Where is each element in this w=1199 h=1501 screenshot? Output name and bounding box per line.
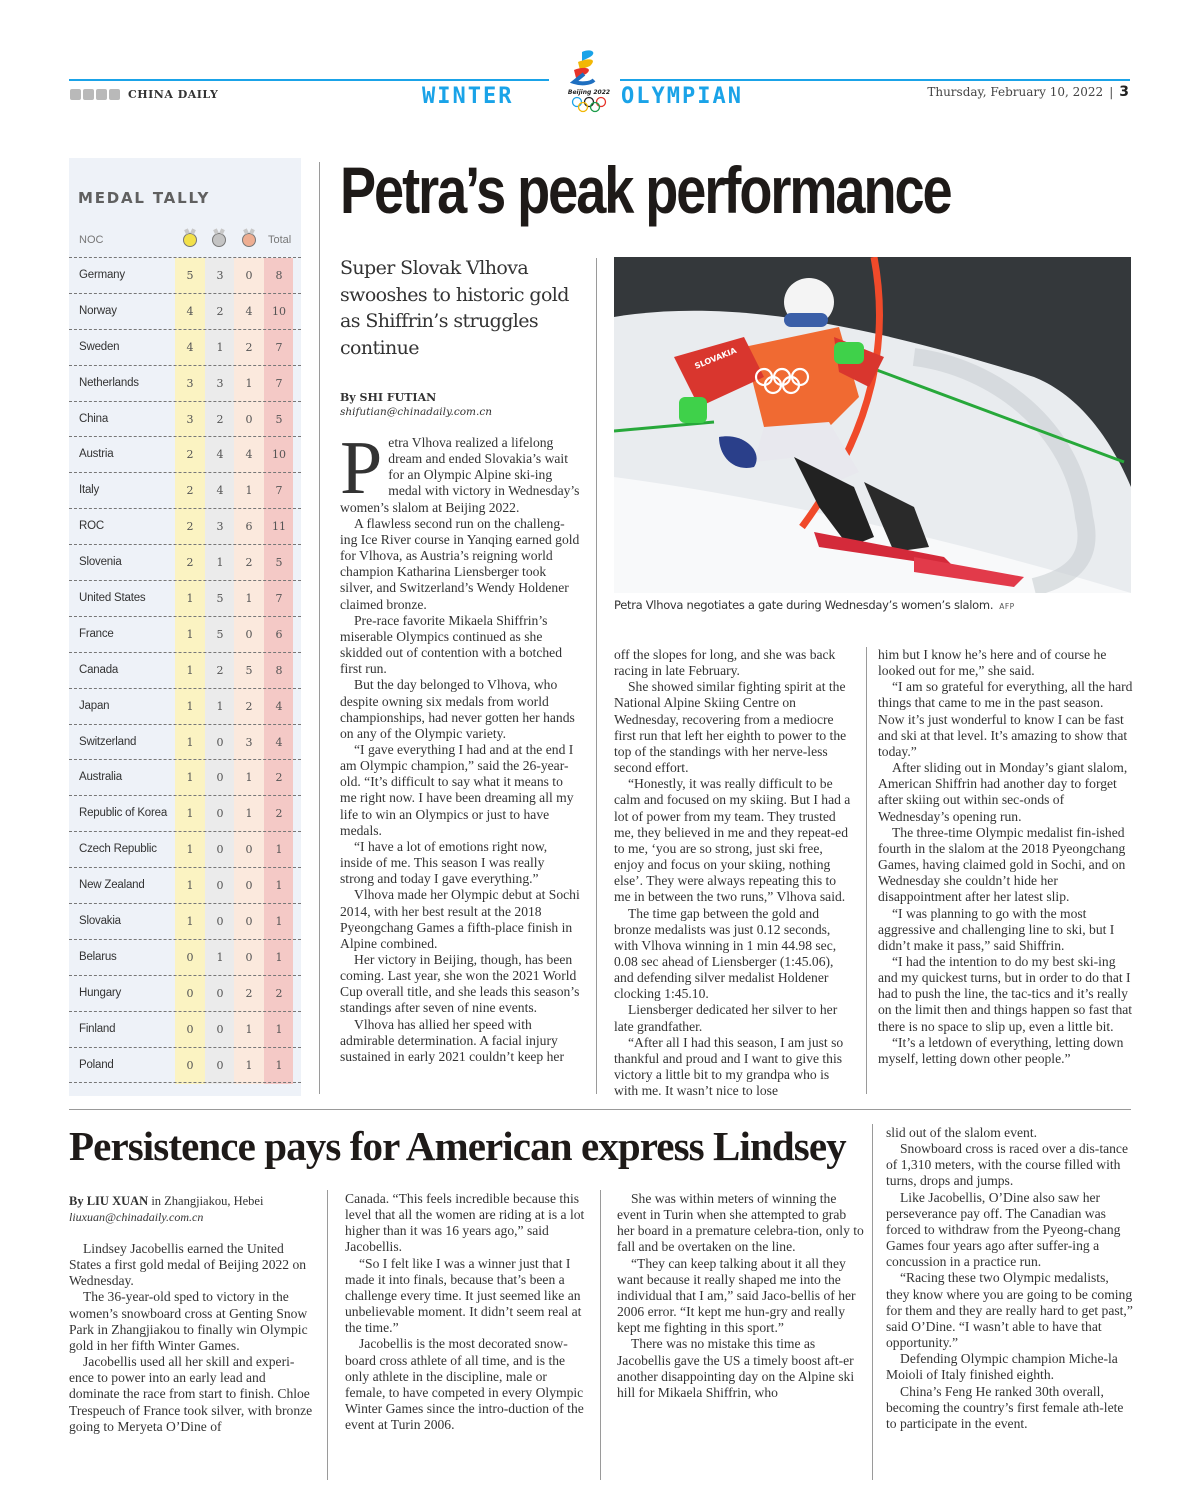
lead-paragraph [340, 426, 580, 516]
total-count: 1 [275, 950, 283, 964]
silver-count: 1 [216, 340, 224, 354]
gold-count: 1 [186, 879, 194, 893]
total-count: 8 [275, 269, 283, 282]
story-divider [69, 1109, 1131, 1110]
continued-paragraph: him but I know he’s here and of course he looked out for me,” she said. [878, 647, 1107, 679]
silver-count: 0 [216, 1022, 224, 1036]
medal-tally-row [69, 796, 301, 832]
separator: | [1109, 85, 1114, 99]
medal-tally-row [69, 689, 301, 725]
silver-count: 0 [216, 915, 224, 929]
paragraph: “After all I had this season, I am just so thankful and proud and I want to give this victory a little bit to my grandpa who is with me. It wasn’t nice to lose [614, 1034, 844, 1099]
bronze-count: 2 [245, 986, 253, 1000]
medal-tally-row [69, 868, 301, 904]
total-count: 7 [275, 376, 283, 390]
country-name: France [79, 627, 114, 640]
medal-tally-row [69, 617, 301, 653]
paragraph: Vlhova made her Olympic debut at Sochi 2014, with her best result at the 2018 Pyeongchang Games a fifth-place finish in Alpine combined. [340, 887, 580, 951]
country-name: Hungary [79, 986, 122, 999]
second-story-column-4 [886, 1125, 1134, 1432]
country-name: Republic of Korea [79, 807, 168, 820]
silver-count: 4 [216, 448, 224, 462]
bronze-count: 0 [245, 915, 253, 929]
silver-count: 5 [216, 592, 224, 606]
paragraph: The 36-year-old sped to victory in the women’s snowboard cross at Genting Snow Park in Zhangjiakou to finally win Olympic gold in her fifth Winter Games. [69, 1289, 308, 1353]
paragraph: China’s Feng He ranked 30th overall, becoming the country’s first female ath-lete to participate in the event. [886, 1383, 1124, 1431]
medal-tally-row [69, 545, 301, 581]
paragraph: Like Jacobellis, O’Dine also saw her perseverance pay off. The Canadian was forced to withdraw from the Pyeong-chang Games four years ago after suffer-ing a concussion in a practice run. [886, 1189, 1121, 1270]
gold-count: 3 [186, 376, 194, 390]
medal-tally-row [69, 653, 301, 689]
gold-count: 0 [186, 986, 194, 1000]
column-rule [866, 647, 867, 1094]
gold-count: 1 [186, 843, 194, 857]
second-byline-name: By LIU XUAN [69, 1194, 149, 1208]
country-name: Poland [79, 1058, 114, 1071]
country-name: Netherlands [79, 376, 139, 389]
bronze-count: 1 [245, 484, 253, 498]
continued-paragraph: off the slopes for long, and she was back racing in late February. [614, 647, 836, 679]
gold-count: 1 [186, 807, 194, 821]
gold-count: 1 [186, 627, 194, 641]
paragraph: “Racing these two Olympic medalists, they know where you are going to be coming for them and they are really hard to get past,” said O’Dine. “I wasn’t able to have that opportunity.” [886, 1270, 1133, 1351]
silver-count: 0 [216, 879, 224, 893]
gold-count: 1 [186, 699, 194, 713]
medal-tally-row [69, 760, 301, 796]
paragraph: Lindsey Jacobellis earned the United States a first gold medal of Beijing 2022 on Wednesday. [69, 1241, 307, 1289]
silver-count: 5 [216, 627, 224, 641]
silver-count: 2 [216, 304, 224, 318]
total-count: 7 [275, 484, 283, 498]
silver-count: 0 [216, 771, 224, 785]
total-count: 2 [275, 807, 283, 821]
china-daily-chinese-logo-icon [70, 89, 120, 100]
country-name: Switzerland [79, 735, 137, 748]
bronze-count: 1 [245, 807, 253, 821]
country-name: Japan [79, 699, 110, 712]
medal-tally-panel [69, 158, 301, 1096]
paragraph: But the day belonged to Vlhova, who despite owning six medals from world championships, had never gotten her hands on any of the Olympic variety. [340, 677, 575, 741]
main-author-email[interactable]: shifutian@chinadaily.com.cn [340, 406, 492, 418]
medal-tally-row [69, 940, 301, 976]
page-number: 3 [1119, 84, 1129, 100]
paragraph: Pre-race favorite Mikaela Shiffrin’s miserable Olympics continued as she skidded out of contention with a botched first run. [340, 612, 562, 677]
main-deck: Super Slovak Vlhova swooshes to historic gold as Shiffrin’s struggles continue [340, 257, 569, 359]
medal-tally-row [69, 402, 301, 438]
bronze-count: 6 [245, 520, 253, 534]
gold-count: 2 [186, 556, 194, 570]
country-name: United States [79, 592, 146, 605]
emblem-text: Beijing 2022 [567, 89, 611, 96]
total-count: 2 [275, 986, 283, 1000]
section-title-olympian: OLYMPIAN [621, 84, 743, 109]
medal-tally-row [69, 366, 301, 402]
gold-count: 4 [186, 340, 194, 354]
section-title-winter: WINTER [422, 84, 514, 109]
paragraph: The time gap between the gold and bronze medalists was just 0.12 seconds, with Vlhova winning in 1 min 44.98 sec, 0.08 sec ahead of Liensberger (1:45.06), and defending silver medalist Holdener clocking 1:45.10. [614, 905, 837, 1002]
medal-tally-row [69, 725, 301, 761]
bronze-count: 0 [245, 950, 253, 964]
paragraph: Snowboard cross is raced over a dis-tance of 1,310 meters, with the course filled with turns, drops and jumps. [886, 1141, 1128, 1189]
masthead-rule-right [620, 79, 1130, 81]
gold-count: 3 [186, 412, 194, 426]
bronze-count: 0 [245, 843, 253, 857]
continued-paragraph: Canada. “This feels incredible because this level that all the women are riding at is a lot higher than it was 16 years ago,” said Jacobellis. [345, 1191, 585, 1255]
bronze-count: 2 [245, 699, 253, 713]
medal-tally-header [69, 228, 301, 258]
medal-tally-row [69, 976, 301, 1012]
country-name: Czech Republic [79, 843, 157, 856]
second-story-column-2 [345, 1191, 590, 1433]
medal-tally-row [69, 1012, 301, 1048]
paragraph: Her victory in Beijing, though, has been coming. Last year, she won the 2021 World Cup overall title, and she leads this season’s standings after seven of nine events. [340, 952, 580, 1016]
bronze-count: 1 [245, 771, 253, 785]
medal-tally-row [69, 294, 301, 330]
total-count: 1 [275, 843, 283, 857]
publication-name: CHINA DAILY [128, 88, 219, 101]
medal-tally-row [69, 904, 301, 940]
masthead-rule-left [69, 79, 549, 81]
gold-count: 0 [186, 1058, 194, 1072]
lead-text: etra Vlhova realized a lifelong dream and ended Slovakia’s wait for an Olympic Alpine ski-ing medal with victory in Wednesday’s women’s slalom at Beijing 2022. [340, 435, 580, 515]
bronze-count: 2 [245, 340, 253, 354]
gold-count: 4 [186, 304, 194, 318]
slalom-photo [614, 257, 1131, 593]
main-headline: Petra’s peak performance [340, 153, 951, 227]
gold-count: 2 [186, 484, 194, 498]
gold-count: 1 [186, 735, 194, 749]
paragraph: Jacobellis is the most decorated snow-board cross athlete of all time, and is the only athlete in the discipline, male or female, to have competed in every Olympic Winter Games since the intro-duction of the event at Turin 2006. [345, 1336, 584, 1433]
country-name: Germany [79, 269, 125, 281]
second-story-column-1 [69, 1241, 314, 1435]
silver-count: 1 [216, 556, 224, 570]
paragraph: “I gave everything I had and at the end I am Olympic champion,” said the 26-year-old. “It’s difficult to say what it means to me right now. I have been dreaming all my life to win an Olympics or just to have medals. [340, 741, 574, 838]
bronze-count: 1 [245, 376, 253, 390]
paragraph: “They can keep talking about it all they want because it really shaped me into the individual that I am,” said Jaco-bellis of her 2006 error. “It kept me hun-gry and really kept me fighting in this sport.” [617, 1255, 856, 1336]
gold-count: 1 [186, 915, 194, 929]
silver-count: 1 [216, 950, 224, 964]
total-count: 5 [275, 412, 283, 426]
paragraph: “I am so grateful for everything, all the hard things that came to me in the past season. Now it’s just wonderful to know I can be fast and ski at that level. It’s amazing to show that today.” [878, 679, 1133, 759]
gold-count: 2 [186, 448, 194, 462]
caption-text: Petra Vlhova negotiates a gate during Wednesday’s women’s slalom. [614, 598, 994, 612]
total-count: 5 [275, 556, 283, 570]
medal-tally-row [69, 473, 301, 509]
country-name: ROC [79, 520, 104, 533]
bronze-count: 5 [245, 663, 253, 677]
total-count: 4 [275, 735, 283, 749]
continued-paragraph: slid out of the slalom event. [886, 1125, 1038, 1140]
gold-count: 1 [186, 663, 194, 677]
silver-count: 2 [216, 663, 224, 677]
paragraph: “It’s a letdown of everything, letting down myself, letting down other people.” [878, 1034, 1124, 1066]
gold-count: 0 [186, 950, 194, 964]
china-daily-logo[interactable] [70, 88, 218, 101]
gold-count: 1 [186, 771, 194, 785]
medal-tally-row [69, 832, 301, 868]
bronze-count: 4 [245, 304, 253, 318]
medal-tally-row [69, 509, 301, 545]
bronze-count: 0 [245, 627, 253, 641]
bronze-count: 0 [245, 879, 253, 893]
main-story-column-1 [340, 426, 580, 1065]
column-rule [596, 258, 597, 1094]
total-count: 10 [272, 448, 286, 462]
skier-photo-illustration [614, 257, 1131, 593]
bib-country-text: SLOVAKIA [693, 345, 738, 371]
total-count: 1 [275, 879, 283, 893]
country-name: Slovakia [79, 915, 121, 928]
country-name: Belarus [79, 950, 117, 963]
total-count: 1 [275, 915, 283, 929]
column-rule [872, 1124, 873, 1480]
medal-tally-row [69, 581, 301, 617]
silver-count: 0 [216, 1058, 224, 1072]
paragraph: “I have a lot of emotions right now, inside of me. This season I was really strong and today I gave everything.” [340, 838, 548, 887]
column-rule [319, 162, 320, 1094]
paragraph: There was no mistake this time as Jacobellis gave the US a timely boost aft-er another disappointing day on the Alpine ski hill for Mikaela Shiffrin, who [617, 1336, 855, 1400]
total-header: Total [268, 234, 292, 246]
total-count: 8 [275, 663, 283, 677]
paragraph: Jacobellis used all her skill and experi-ence to power into an early lead and dominate the race from start to finish. Chloe Trespeuch of France took silver, with bronze going to Meryeta O’Dine of [69, 1354, 313, 1434]
gold-medal-icon [183, 233, 197, 247]
main-story-column-3 [878, 647, 1133, 1067]
medal-tally-row [69, 437, 301, 473]
silver-count: 2 [216, 412, 224, 426]
country-name: Finland [79, 1022, 116, 1035]
silver-count: 0 [216, 807, 224, 821]
country-name: Norway [79, 304, 117, 317]
noc-header: NOC [79, 234, 104, 246]
bronze-count: 1 [245, 1058, 253, 1072]
paragraph: Defending Olympic champion Miche-la Moioli of Italy finished eighth. [886, 1351, 1118, 1383]
total-count: 7 [275, 340, 283, 354]
medal-tally-row [69, 1048, 301, 1084]
total-count: 6 [275, 627, 283, 641]
silver-count: 0 [216, 843, 224, 857]
silver-count: 0 [216, 735, 224, 749]
paragraph: “So I felt like I was a winner just that I made it into finals, because that’s been a challenge every time. It just seemed like an unbelievable moment. It didn’t seem real at the time.” [345, 1255, 582, 1336]
bronze-count: 0 [245, 412, 253, 426]
photo-caption [614, 598, 1015, 612]
total-count: 1 [275, 1022, 283, 1036]
total-count: 10 [272, 304, 286, 318]
paragraph: She was within meters of winning the event in Turin when she attempted to grab her board in a premature celebra-tion, only to fall and be overtaken on the line. [617, 1191, 864, 1255]
country-name: Italy [79, 484, 100, 497]
country-name: Australia [79, 771, 122, 784]
medal-tally-row [69, 258, 301, 294]
country-name: Austria [79, 448, 114, 461]
total-count: 4 [275, 699, 283, 713]
silver-medal-icon [212, 233, 226, 247]
paragraph: Liensberger dedicated her silver to her late grandfather. [614, 1002, 838, 1034]
paragraph: “I had the intention to do my best ski-ing and my quickest turns, but in order to do that I had to push the line, the tac-tics and it’s really on the limit then and things happen so fast that there is no space to slip up, even a little bit. [878, 953, 1133, 1034]
medal-tally-rows [69, 258, 301, 1083]
main-byline: By SHI FUTIAN [340, 391, 437, 404]
beijing-2022-emblem-icon [560, 48, 618, 118]
drop-cap: P [340, 426, 383, 510]
bronze-count: 3 [245, 735, 253, 749]
main-story-column-2 [614, 647, 854, 1099]
medal-tally-title: MEDAL TALLY [78, 189, 211, 207]
issue-date: Thursday, February 10, 2022 [927, 85, 1104, 99]
dateline [927, 84, 1129, 100]
bronze-count: 1 [245, 592, 253, 606]
paragraph: A flawless second run on the challeng-ing Ice River course in Yanqing earned gold for Vlhova, as Austria’s reigning world champion Katharina Liensberger took silver, and Switzerland’s Wendy Holdener claimed bronze. [340, 515, 580, 612]
bronze-count: 4 [245, 448, 253, 462]
bronze-medal-icon [242, 233, 256, 247]
silver-count: 0 [216, 986, 224, 1000]
paragraph: After sliding out in Monday’s giant slalom, American Shiffrin had another day to forget after skiing out within sec-onds of Wednesday’s opening run. [878, 760, 1128, 824]
country-name: China [79, 412, 109, 425]
country-name: Slovenia [79, 556, 122, 569]
gold-count: 1 [186, 592, 194, 606]
paragraph: She showed similar fighting spirit at the National Alpine Skiing Centre on Wednesday, recovering from a mediocre first run that left her eighth to power to the top of the standings with her nerve-less second effort. [614, 679, 847, 776]
gold-count: 5 [186, 269, 194, 282]
photo-credit: AFP [999, 602, 1015, 611]
paragraph: “Honestly, it was really difficult to be calm and focused on my skiing. But I had a lot of power from my team. They trusted me, they believed in me and they repeat-ed to me, ‘you are so strong, just ski free, enjoy and focus on your skiing, nothing else’. They were always repeating this to me in between the two runs,” Vlhova said. [614, 776, 851, 905]
total-count: 11 [272, 520, 286, 534]
second-author-email[interactable]: liuxuan@chinadaily.com.cn [69, 1210, 204, 1224]
bronze-count: 2 [245, 556, 253, 570]
second-headline: Persistence pays for American express Lindsey [69, 1123, 846, 1169]
total-count: 7 [275, 592, 283, 606]
gold-count: 2 [186, 520, 194, 534]
second-story-column-3 [617, 1191, 865, 1401]
bronze-count: 0 [245, 269, 253, 282]
second-byline-place: in Zhangjiakou, Hebei [148, 1194, 264, 1208]
silver-count: 3 [216, 376, 224, 390]
medal-tally-row [69, 330, 301, 366]
total-count: 1 [275, 1058, 283, 1072]
gold-count: 0 [186, 1022, 194, 1036]
silver-count: 4 [216, 484, 224, 498]
silver-count: 3 [216, 269, 224, 282]
paragraph: “I was planning to go with the most aggressive and challenging line to ski, but I didn’t make it pass,” said Shiffrin. [878, 905, 1115, 953]
country-name: New Zealand [79, 879, 145, 892]
second-byline [69, 1194, 263, 1209]
total-count: 2 [275, 771, 283, 785]
column-rule [600, 1190, 601, 1480]
column-rule [327, 1190, 328, 1480]
paragraph: Vlhova has allied her speed with admirable determination. A facial injury sustained in early 2021 couldn’t keep her [340, 1016, 564, 1064]
silver-count: 3 [216, 520, 224, 534]
country-name: Sweden [79, 340, 120, 353]
country-name: Canada [79, 663, 119, 676]
silver-count: 1 [216, 699, 224, 713]
paragraph: The three-time Olympic medalist fin-ished fourth in the slalom at the 2018 Pyeongchang Games, having claimed gold in Sochi, and on Wednesday she couldn’t hide her disappointment after her latest slip. [878, 824, 1126, 905]
bronze-count: 1 [245, 1022, 253, 1036]
